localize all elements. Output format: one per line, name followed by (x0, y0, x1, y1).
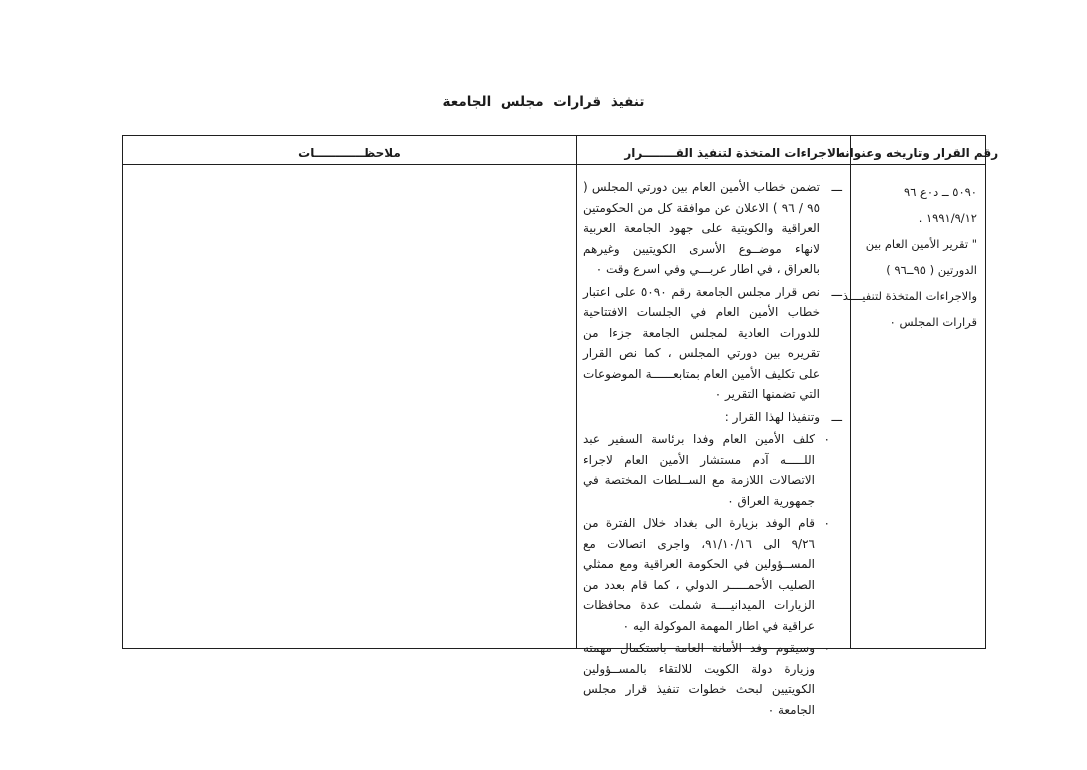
decision-date-line: ١٩٩١/٩/١٢ . (918, 211, 977, 225)
header-label-actions: الاجراءات المتخذة لتنفيذ القــــــــرار (624, 146, 840, 160)
action-item-text: نص قرار مجلس الجامعة رقم ٥٠٩٠ على اعتبار خطاب الأمين العام في الجلسات الافتتاحية للدورات العادية لمجلس الجامعة جزءا من تقريره بين دورتي المجلس ، كما نص القرار على تكليف الأمين العام بمتابعــــــة الموضوعات التي تضمنها التقرير ٠ (583, 284, 821, 401)
action-item (583, 407, 842, 428)
bullet-dot-marker: ٠ (823, 641, 830, 655)
action-item-text: تضمن خطاب الأمين العام بين دورتي المجلس ( ٩٥ / ٩٦ ) الاعلان عن موافقة كل من الحكومتين العراقية والكويتية على جهود الجامعة العربية لانهاء موضــوع الأسرى الكويتيين وغيرهم بالعراق ، في اطار عربـــي وفي اسرع وقت ٠ (583, 180, 821, 276)
header-cell-notes (123, 136, 576, 164)
dash-marker: ـــ (831, 180, 842, 194)
table-header-row (123, 136, 999, 165)
decision-title-line: الدورتين ( ٩٥ــ٩٦ ) (886, 263, 977, 277)
bullet-dot-marker: ٠ (823, 516, 830, 530)
cell-decision (842, 165, 985, 648)
action-item (583, 177, 842, 280)
decision-title-line: قرارات المجلس ٠ (889, 315, 977, 329)
table-body-row (123, 165, 985, 717)
action-item-text: وتنفيذا لهذا القرار : (724, 409, 820, 424)
dash-marker: ـــ (831, 409, 842, 424)
action-item (583, 282, 842, 405)
action-sub-item (583, 513, 842, 636)
action-item-text: قام الوفد بزيارة الى بغداد خلال الفترة من ٩/٢٦ الى ٩١/١٠/١٦، واجرى اتصالات مع المســؤولين في الحكومة العراقية ومع ممثلي الصليب الأحمـــــر الدولي ، كما قام بعدد من الزيارات الميدانيــــة شملت عدة محافظات عراقية في اطار المهمة الموكولة اليه ٠ (583, 516, 815, 633)
decision-number-line: ٥٠٩٠ ــ د٠ع ٩٦ (904, 185, 977, 199)
action-item-text: كلف الأمين العام وفدا برئاسة السفير عبد اللـــــه آدم مستشار الأمين العام لاجراء الاتصالات اللازمة مع الســلطات المختصة في جمهورية العراق ٠ (583, 432, 815, 508)
bullet-dot-marker: ٠ (823, 432, 830, 446)
action-sub-item (583, 429, 842, 511)
header-label-notes: ملاحظــــــــــــات (298, 146, 401, 160)
dash-marker: ـــ (831, 284, 842, 299)
cell-actions (576, 165, 850, 717)
header-label-decision: رقم القرار وتاريخه وعنوانه (837, 146, 999, 160)
action-item-text: وسيقوم وفد الأمانة العامة باستكمال مهمته وزيارة دولة الكويت للالتقاء بالمســؤولين الكويتيين لبحث خطوات تنفيذ قرار مجلس الجامعة ٠ (583, 641, 815, 717)
page-title: تنفيذ قرارات مجلس الجامعة (442, 94, 645, 110)
header-cell-decision (837, 136, 999, 164)
cell-notes (123, 165, 576, 648)
action-sub-item (583, 638, 842, 720)
decision-title-line: والاجراءات المتخذة لتنفيــــذ (842, 289, 977, 303)
decision-title-line: " تقرير الأمين العام بين (865, 237, 977, 251)
decisions-table (122, 135, 999, 717)
header-cell-actions (576, 136, 850, 164)
